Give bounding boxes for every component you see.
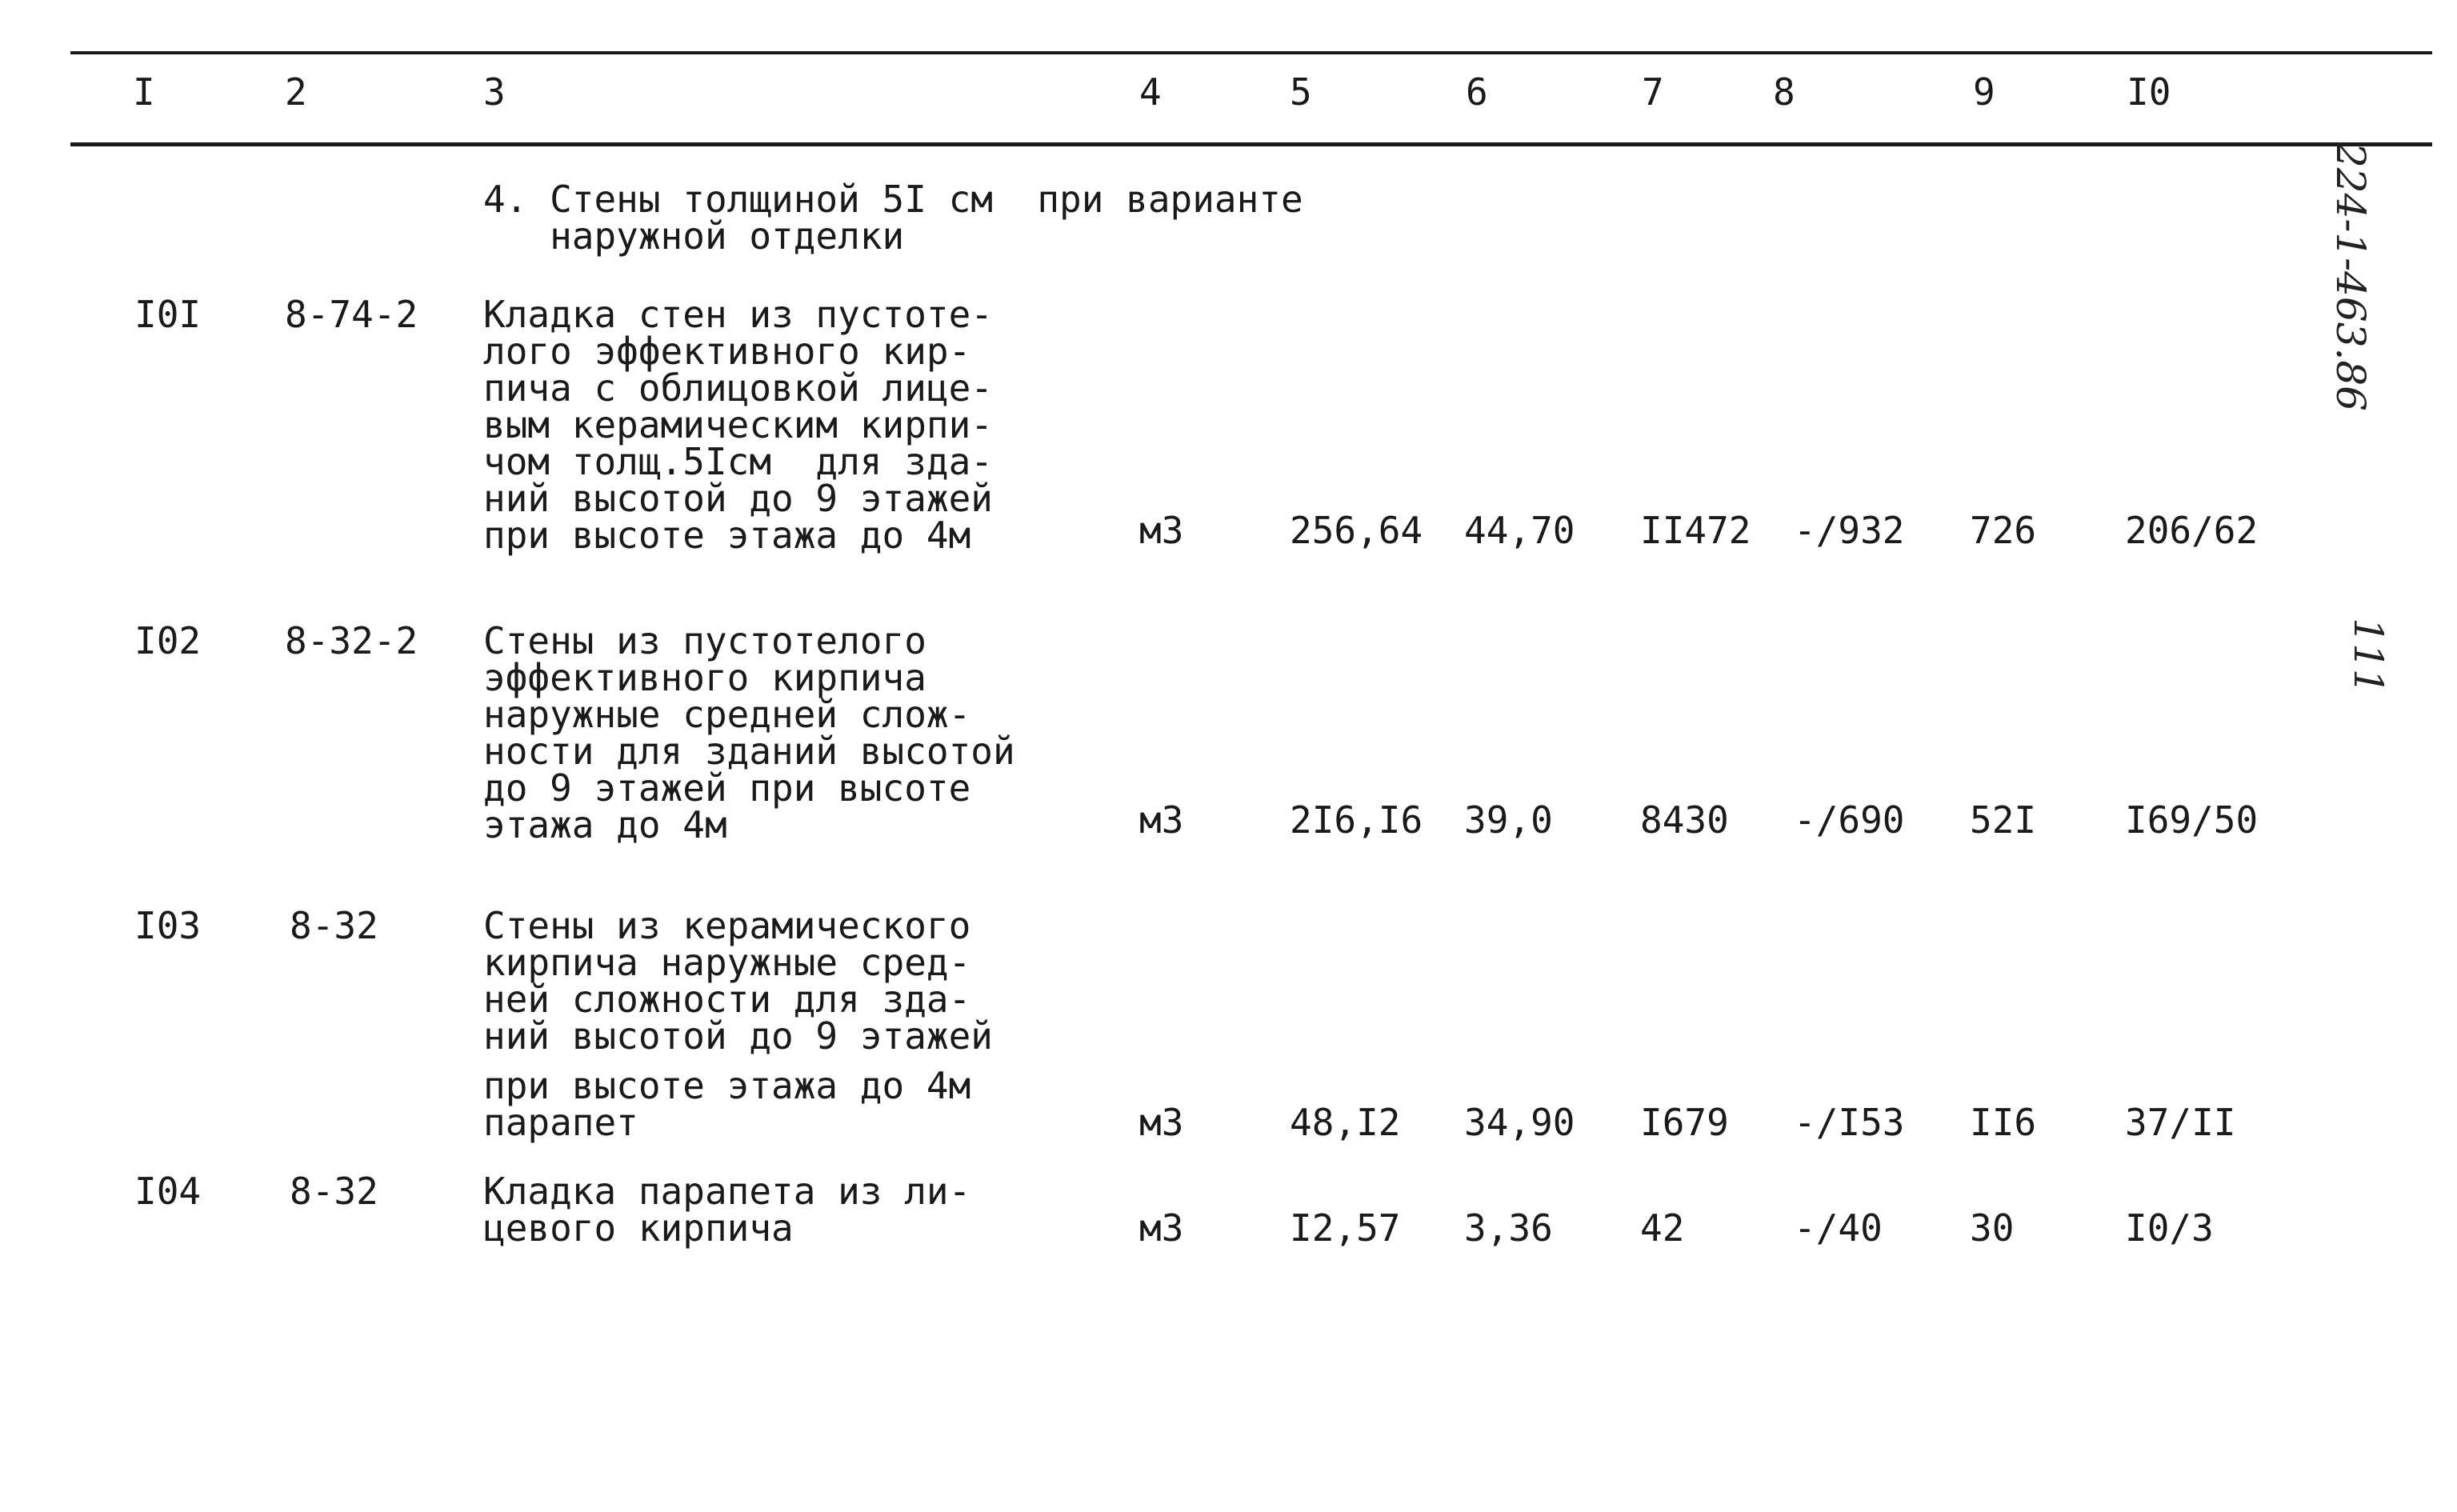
row-number: I02 xyxy=(134,619,202,662)
value-col-5: 48,I2 xyxy=(1290,1101,1401,1144)
value-col-6: 34,90 xyxy=(1464,1101,1575,1144)
margin-page-number-text: 111 xyxy=(2345,618,2391,694)
unit: м3 xyxy=(1139,798,1184,842)
value-col-10: 206/62 xyxy=(2125,509,2259,552)
work-description: Кладка парапета из ли- цевого кирпича xyxy=(483,1170,971,1250)
row-number: I03 xyxy=(134,904,202,947)
section-title: 4. Стены толщиной 5I см при варианте наружной отделки xyxy=(483,178,1303,258)
value-col-9: II6 xyxy=(1970,1101,2037,1144)
work-description: Кладка стен из пустоте- лого эффективного кир- пича с облицовкой лице- вым керамическим кирпи- чом толщ.5Iсм для зда- ний высотой до 9 этажей при высоте этажа до 4м xyxy=(483,293,993,557)
value-col-7: 8430 xyxy=(1640,798,1729,842)
table-top-rule xyxy=(70,51,2432,54)
value-col-6: 39,0 xyxy=(1464,798,1553,842)
value-col-7: II472 xyxy=(1640,509,1751,552)
unit: м3 xyxy=(1139,509,1184,552)
value-col-6: 44,70 xyxy=(1464,509,1575,552)
norm-code: 8-32 xyxy=(290,904,378,947)
value-col-10: I0/3 xyxy=(2125,1206,2214,1250)
value-col-7: I679 xyxy=(1640,1101,1729,1144)
work-description-continuation: при высоте этажа до 4м парапет xyxy=(483,1064,971,1144)
value-col-10: 37/II xyxy=(2125,1101,2236,1144)
column-header-8: 8 xyxy=(1773,70,1795,114)
column-header-10: I0 xyxy=(2127,70,2171,114)
column-header-1: I xyxy=(133,70,155,114)
value-col-8: -/932 xyxy=(1794,509,1905,552)
value-col-10: I69/50 xyxy=(2125,798,2259,842)
value-col-8: -/40 xyxy=(1794,1206,1883,1250)
norm-code: 8-32-2 xyxy=(285,619,418,662)
column-header-5: 5 xyxy=(1290,70,1312,114)
unit: м3 xyxy=(1139,1101,1184,1144)
value-col-5: 256,64 xyxy=(1290,509,1423,552)
column-header-4: 4 xyxy=(1139,70,1162,114)
norm-code: 8-74-2 xyxy=(285,293,418,336)
column-header-7: 7 xyxy=(1642,70,1664,114)
column-header-3: 3 xyxy=(483,70,506,114)
value-col-9: 726 xyxy=(1970,509,2037,552)
value-col-6: 3,36 xyxy=(1464,1206,1553,1250)
column-header-9: 9 xyxy=(1973,70,1995,114)
value-col-8: -/I53 xyxy=(1794,1101,1905,1144)
value-col-7: 42 xyxy=(1640,1206,1685,1250)
value-col-9: 30 xyxy=(1970,1206,2015,1250)
value-col-5: I2,57 xyxy=(1290,1206,1401,1250)
margin-document-code-text: 224-1-463.86 xyxy=(2327,142,2374,411)
column-header-6: 6 xyxy=(1466,70,1488,114)
value-col-8: -/690 xyxy=(1794,798,1905,842)
value-col-5: 2I6,I6 xyxy=(1290,798,1423,842)
work-description: Стены из керамического кирпича наружные сред- ней сложности для зда- ний высотой до 9 этажей xyxy=(483,904,993,1058)
table-header-rule xyxy=(70,142,2432,146)
work-description: Стены из пустотелого эффективного кирпича наружные средней слож- ности для зданий высотой до 9 этажей при высоте этажа до 4м xyxy=(483,619,1015,846)
unit: м3 xyxy=(1139,1206,1184,1250)
column-header-2: 2 xyxy=(285,70,307,114)
value-col-9: 52I xyxy=(1970,798,2037,842)
row-number: I04 xyxy=(134,1170,202,1213)
row-number: I0I xyxy=(134,293,202,336)
norm-code: 8-32 xyxy=(290,1170,378,1213)
